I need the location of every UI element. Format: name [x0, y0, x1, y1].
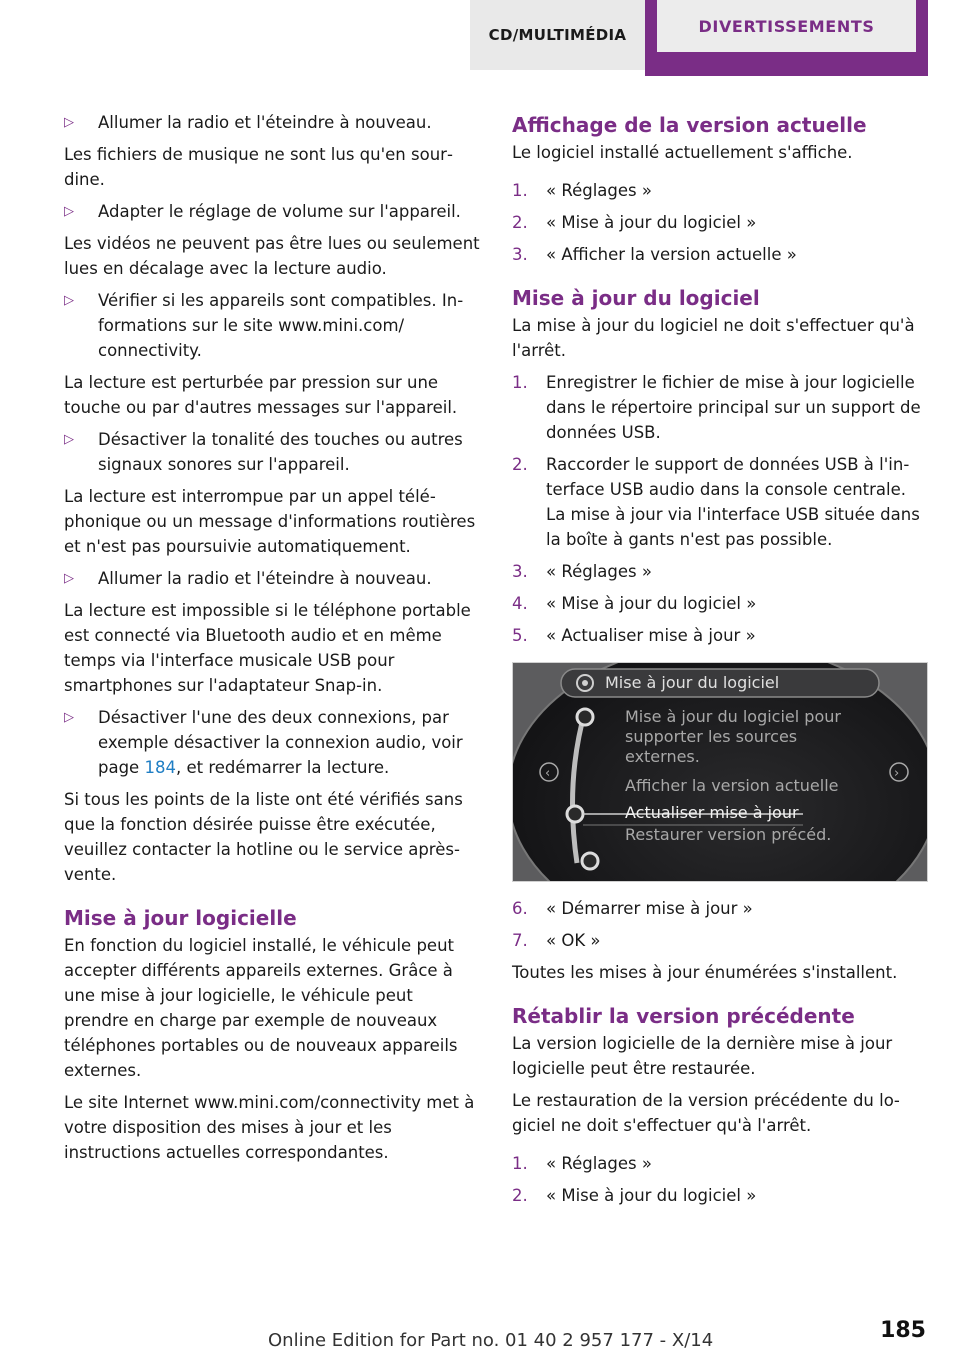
paragraph: Toutes les mises à jour énumérées s'installent. — [512, 963, 898, 982]
section-heading: Affichage de la version actuelle — [512, 113, 867, 137]
numbered-item: 2. Raccorder le support de données USB à l'interface USB audio dans la console centrale. La mise à jour via l'interface USB située dans la boîte à gants n'est pas possible. — [512, 455, 920, 549]
numbered-item: 3. « Afficher la version actuelle » — [512, 245, 797, 264]
paragraph: Si tous les points de la liste ont été vérifiés sans que la fonction désirée puisse être exécutée, veuillez contacter la hotline ou le service après-vente. — [64, 790, 463, 884]
screen-graphics — [513, 663, 927, 881]
section-heading: Rétablir la version précédente — [512, 1004, 855, 1028]
numbered-item: 1. « Réglages » — [512, 181, 652, 200]
bullet-item: ▷ Allumer la radio et l'éteindre à nouveau. — [64, 110, 480, 135]
edition-note: Online Edition for Part no. 01 40 2 957 177 - X/14 — [268, 1330, 714, 1351]
bullet-item: ▷ Vérifier si les appareils sont compatibles. Informations sur le site www.mini.com/ connectivity. — [64, 288, 480, 363]
triangle-bullet-icon: ▷ — [64, 115, 74, 130]
numbered-item: 2. « Mise à jour du logiciel » — [512, 1186, 757, 1205]
triangle-bullet-icon: ▷ — [64, 571, 74, 586]
bullet-item: ▷ Allumer la radio et l'éteindre à nouveau. — [64, 566, 480, 591]
paragraph: La lecture est perturbée par pression sur une touche ou par d'autres messages sur l'appareil. — [64, 373, 458, 417]
numbered-item: 5. « Actualiser mise à jour » — [512, 626, 756, 645]
numbered-item: 7. « OK » — [512, 931, 601, 950]
numbered-item: 2. « Mise à jour du logiciel » — [512, 213, 757, 232]
screen-title: Mise à jour du logiciel — [605, 673, 780, 692]
bullet-item: ▷ Désactiver l'une des deux connexions, par exemple désactiver la connexion audio, voir page 184, et redémarrer la lecture. — [64, 705, 480, 780]
screen-item-show-version: Afficher la version actuelle — [625, 776, 839, 795]
paragraph: Les vidéos ne peuvent pas être lues ou seulement lues en décalage avec la lecture audio. — [64, 234, 480, 278]
paragraph: La version logicielle de la dernière mise à jour logicielle peut être restaurée. — [512, 1034, 893, 1078]
right-column — [512, 110, 928, 1215]
screen-item-description: Mise à jour du logiciel pour supporter les sources externes. — [625, 707, 841, 766]
tab-divertissements-label: DIVERTISSEMENTS — [657, 0, 916, 52]
paragraph: Le restauration de la version précédente du logiciel ne doit s'effectuer qu'à l'arrêt. — [512, 1091, 900, 1135]
screen-item-restore: Restaurer version précéd. — [625, 825, 832, 844]
bullet-item: ▷ Adapter le réglage de volume sur l'appareil. — [64, 199, 480, 224]
paragraph: Les fichiers de musique ne sont lus qu'en sourdine. — [64, 145, 453, 189]
numbered-item: 6. « Démarrer mise à jour » — [512, 899, 753, 918]
page-number: 185 — [880, 1318, 926, 1343]
paragraph: La mise à jour du logiciel ne doit s'effectuer qu'à l'arrêt. — [512, 316, 915, 360]
triangle-bullet-icon: ▷ — [64, 710, 74, 725]
triangle-bullet-icon: ▷ — [64, 293, 74, 308]
svg-text:‹: ‹ — [545, 766, 551, 781]
numbered-item: 4. « Mise à jour du logiciel » — [512, 594, 757, 613]
triangle-bullet-icon: ▷ — [64, 432, 74, 447]
numbered-item: 1. « Réglages » — [512, 1154, 652, 1173]
section-heading: Mise à jour du logiciel — [512, 286, 760, 310]
page-reference-link[interactable]: 184 — [144, 758, 176, 777]
software-update-screen-image — [512, 662, 928, 882]
bullet-item: ▷ Désactiver la tonalité des touches ou autres signaux sonores sur l'appareil. — [64, 427, 480, 477]
paragraph: Le site Internet www.mini.com/connectivity met à votre disposition des mises à jour et les instructions actuelles correspondantes. — [64, 1093, 475, 1162]
numbered-item: 1. Enregistrer le fichier de mise à jour logicielle dans le répertoire principal sur un support de données USB. — [512, 373, 921, 442]
numbered-item: 3. « Réglages » — [512, 562, 652, 581]
triangle-bullet-icon: ▷ — [64, 204, 74, 219]
tab-cd-multimedia[interactable]: CD/MULTIMÉDIA — [470, 0, 645, 70]
tab-divertissements-active[interactable] — [645, 0, 928, 76]
paragraph: La lecture est interrompue par un appel téléphonique ou un message d'informations routières et n'est pas poursuivie automatiquement. — [64, 487, 476, 556]
paragraph: La lecture est impossible si le téléphone portable est connecté via Bluetooth audio et en même temps via l'interface musicale USB pour smartphones sur l'adaptateur Snap-in. — [64, 601, 471, 695]
section-heading: Mise à jour logicielle — [64, 906, 297, 930]
left-column — [64, 110, 480, 1172]
page-footer — [0, 1318, 960, 1358]
paragraph: Le logiciel installé actuellement s'affiche. — [512, 143, 853, 162]
paragraph: En fonction du logiciel installé, le véhicule peut accepter différents appareils externes. Grâce à une mise à jour logicielle, le véhicule peut prendre en charge par exemple de nouveaux téléphones portables ou de nouveaux appareils externes. — [64, 936, 458, 1080]
screen-item-update-selected: Actualiser mise à jour — [625, 803, 799, 822]
svg-text:›: › — [894, 766, 900, 781]
page-header — [0, 0, 960, 76]
